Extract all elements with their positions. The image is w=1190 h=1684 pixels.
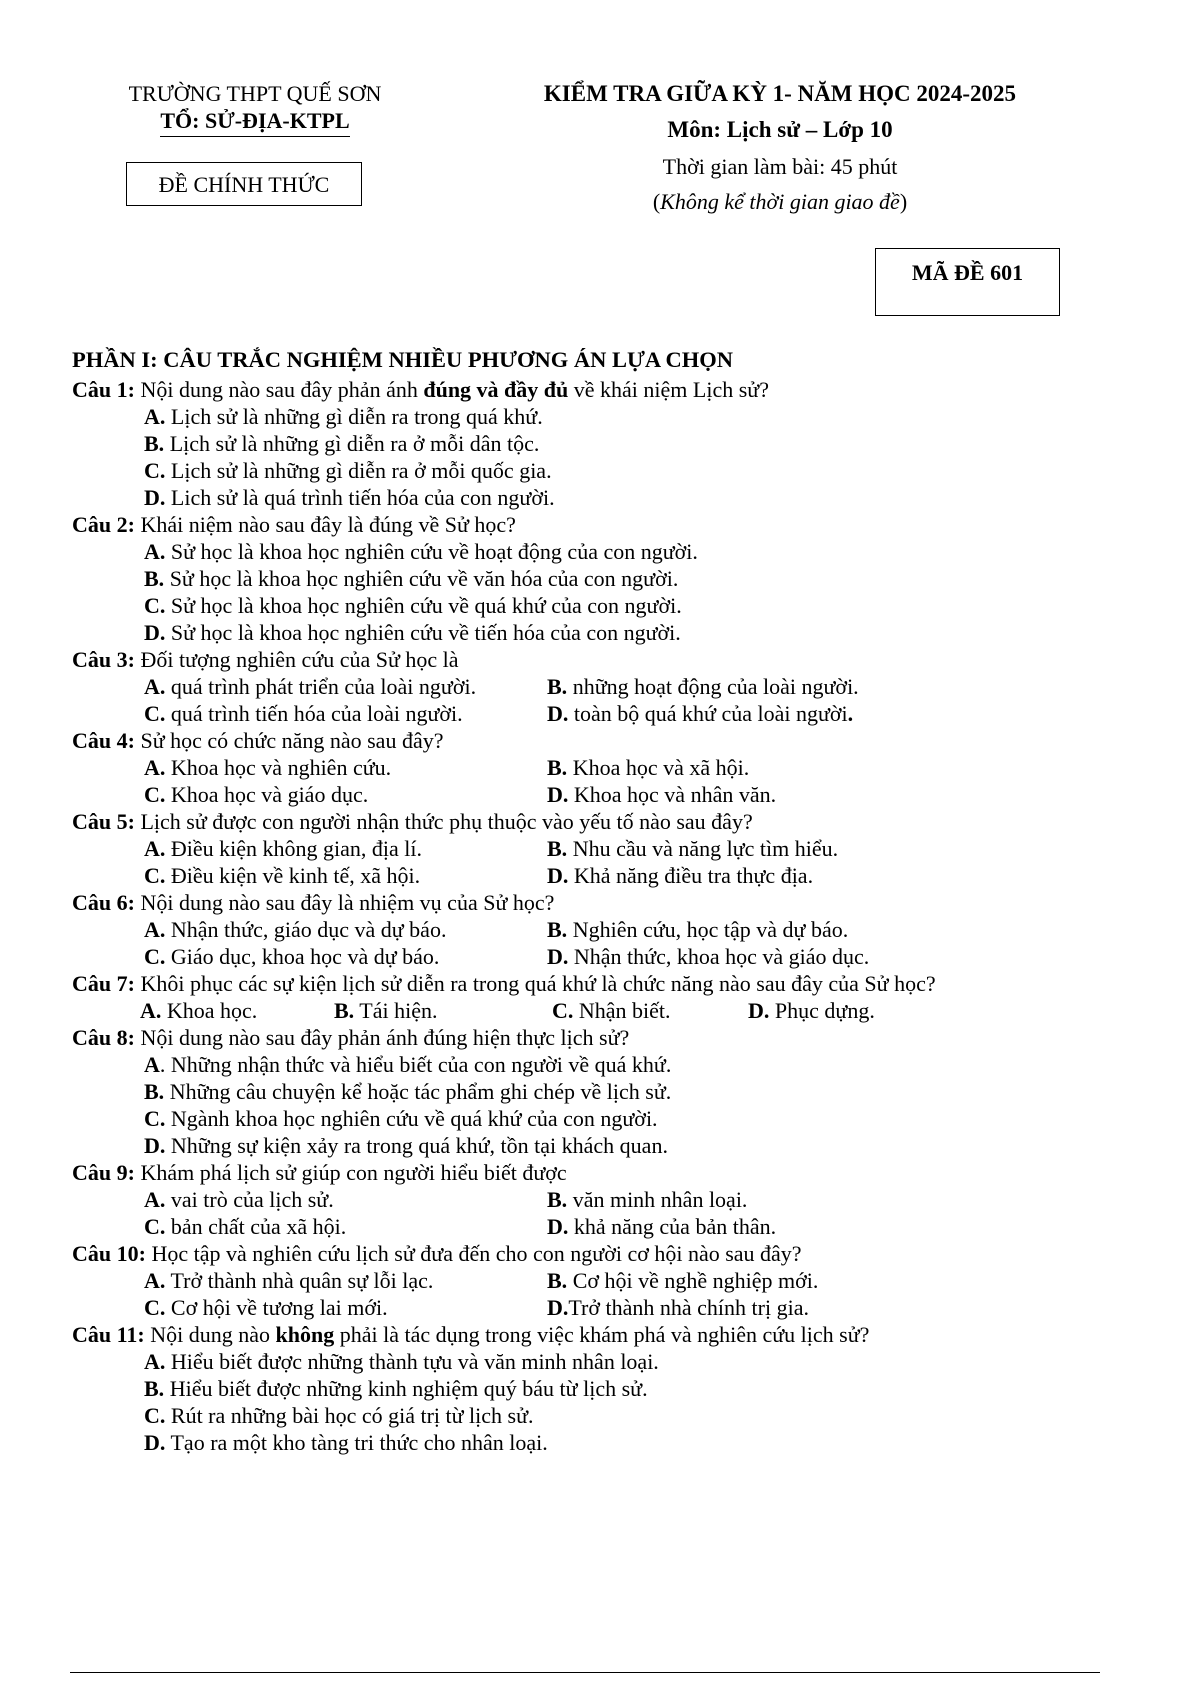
exam-subject: Môn: Lịch sử – Lớp 10 [667, 117, 893, 142]
official-exam-label: ĐỀ CHÍNH THỨC [158, 171, 330, 197]
option-letter: B. [547, 1268, 568, 1293]
question-stem [72, 1240, 1162, 1267]
option-row [72, 619, 1162, 646]
option-text: Những câu chuyện kể hoặc tác phẩm ghi chép về lịch sử. [164, 1079, 672, 1104]
option-letter: C. [144, 458, 166, 483]
option-text: những hoạt động của loài người. [567, 674, 859, 699]
option-b [144, 1078, 671, 1105]
question-text: Nội dung nào sau đây phản ánh đúng hiện thực lịch sử? [134, 1025, 630, 1050]
exam-title: KIỂM TRA GIỮA KỲ 1- NĂM HỌC 2024-2025 [543, 81, 1017, 106]
option-row [72, 1186, 1162, 1213]
option-letter: B. [547, 1187, 568, 1212]
option-a [144, 916, 446, 943]
option-b [547, 835, 838, 862]
question-text: Sử học có chức năng nào sau đây? [134, 728, 444, 753]
option-text: Sử học là khoa học nghiên cứu về quá khứ của con người. [165, 593, 682, 618]
option-a [144, 1267, 433, 1294]
option-b [547, 1267, 818, 1294]
option-b [144, 430, 539, 457]
option-letter: B. [547, 836, 568, 861]
option-letter: D. [144, 1133, 166, 1158]
option-letter: D. [547, 701, 569, 726]
question-stem [72, 511, 1162, 538]
option-text: văn minh nhân loại. [567, 1187, 748, 1212]
option-text: Những sự kiện xảy ra trong quá khứ, tồn tại khách quan. [165, 1133, 668, 1158]
option-letter: B. [547, 755, 568, 780]
option-row [72, 943, 1162, 970]
option-c [144, 781, 368, 808]
option-row [72, 754, 1162, 781]
official-exam-box [126, 162, 362, 206]
question-stem [72, 889, 1162, 916]
option-letter: C. [144, 1106, 166, 1131]
option-d [144, 1429, 548, 1456]
option-letter: B. [547, 917, 568, 942]
school-name: TRƯỜNG THPT QUẾ SƠN [128, 81, 382, 106]
option-a [144, 673, 476, 700]
option-row [72, 1267, 1162, 1294]
option-text: Giáo dục, khoa học và dự báo. [165, 944, 440, 969]
option-row [72, 781, 1162, 808]
question-text: phải là tác dụng trong việc khám phá và nghiên cứu lịch sử? [334, 1322, 870, 1347]
option-c [552, 997, 671, 1024]
option-text: Điều kiện không gian, địa lí. [165, 836, 423, 861]
option-c [144, 943, 439, 970]
option-text: Khoa học và nghiên cứu. [165, 755, 392, 780]
option-letter: A. [144, 1187, 166, 1212]
option-text: Ngành khoa học nghiên cứu về quá khứ của con người. [165, 1106, 658, 1131]
option-row [72, 1348, 1162, 1375]
option-c [144, 1402, 534, 1429]
question-stem [72, 970, 1162, 997]
option-text: Điều kiện về kinh tế, xã hội. [165, 863, 421, 888]
option-letter: D. [547, 944, 569, 969]
question-text: Lịch sử được con người nhận thức phụ thuộc vào yếu tố nào sau đây? [134, 809, 753, 834]
question-label: Câu 11: [72, 1322, 145, 1347]
option-letter: C. [144, 701, 166, 726]
option-letter: B. [144, 1079, 165, 1104]
question-label: Câu 9: [72, 1160, 135, 1185]
question-8 [72, 1024, 1162, 1159]
option-letter: C. [144, 1214, 166, 1239]
option-row [72, 1429, 1162, 1456]
option-row [72, 997, 1162, 1024]
option-letter: A. [144, 539, 166, 564]
option-a [144, 754, 391, 781]
option-letter: C. [552, 998, 574, 1023]
option-c [144, 700, 463, 727]
option-letter: D. [547, 782, 569, 807]
option-d [547, 700, 853, 727]
question-3 [72, 646, 1162, 727]
part-title: PHẦN I: CÂU TRẮC NGHIỆM NHIỀU PHƯƠNG ÁN LỰA CHỌN [72, 347, 734, 372]
option-letter: C. [144, 863, 166, 888]
option-a [140, 997, 257, 1024]
question-text: đúng và đầy đủ [423, 377, 569, 402]
option-letter: A. [144, 836, 166, 861]
option-letter: D. [547, 1214, 569, 1239]
question-text: Đối tượng nghiên cứu của Sử học là [134, 647, 459, 672]
option-letter: B. [144, 431, 165, 456]
exam-code-box [875, 248, 1060, 316]
question-10 [72, 1240, 1162, 1321]
question-1 [72, 376, 1162, 511]
question-stem [72, 1321, 1162, 1348]
option-letter: C. [144, 1403, 166, 1428]
option-text: Nhu cầu và năng lực tìm hiểu. [567, 836, 839, 861]
option-row [72, 430, 1162, 457]
option-letter: D. [748, 998, 770, 1023]
exam-duration: Thời gian làm bài: 45 phút [662, 154, 898, 179]
option-letter: A. [144, 917, 166, 942]
question-stem [72, 1024, 1162, 1051]
option-text: Sử học là khoa học nghiên cứu về văn hóa của con người. [164, 566, 679, 591]
option-c [144, 1294, 388, 1321]
option-text: Hiểu biết được những thành tựu và văn minh nhân loại. [165, 1349, 659, 1374]
option-b [144, 1375, 648, 1402]
option-text: Cơ hội về tương lai mới. [165, 1295, 388, 1320]
option-d [547, 1294, 809, 1321]
option-row [72, 457, 1162, 484]
option-text: Nhận biết. [573, 998, 671, 1023]
note-close: ) [899, 189, 908, 214]
option-text: vai trò của lịch sử. [165, 1187, 334, 1212]
option-d [547, 943, 869, 970]
option-row [72, 1213, 1162, 1240]
question-2 [72, 511, 1162, 646]
option-letter: C. [144, 944, 166, 969]
option-text: bản chất của xã hội. [165, 1214, 347, 1239]
option-text: Lịch sử là những gì diễn ra trong quá khứ. [165, 404, 543, 429]
question-label: Câu 2: [72, 512, 135, 537]
question-list [72, 376, 1162, 1456]
option-a [144, 835, 422, 862]
option-row [72, 1051, 1162, 1078]
question-text: không [275, 1322, 335, 1347]
option-letter: D. [547, 1295, 569, 1320]
option-letter: C. [144, 593, 166, 618]
option-b [144, 565, 678, 592]
option-letter: D. [144, 620, 166, 645]
option-b [547, 916, 848, 943]
option-b [547, 1186, 747, 1213]
option-b [547, 754, 749, 781]
option-letter: A. [144, 404, 166, 429]
option-letter: C. [144, 1295, 166, 1320]
option-a [144, 1186, 334, 1213]
question-label: Câu 10: [72, 1241, 146, 1266]
option-text: Phục dựng. [769, 998, 875, 1023]
option-a [144, 403, 543, 430]
option-d [547, 781, 776, 808]
note-open: ( [652, 189, 661, 214]
option-letter: D. [144, 485, 166, 510]
option-c [144, 1105, 658, 1132]
question-text: Nội dung nào sau đây phản ánh [134, 377, 424, 402]
option-row [72, 565, 1162, 592]
question-stem [72, 376, 1162, 403]
option-text: Lịch sử là những gì diễn ra ở mỗi quốc gia. [165, 458, 552, 483]
question-stem [72, 727, 1162, 754]
option-letter: A. [144, 1268, 166, 1293]
option-row [72, 484, 1162, 511]
option-d [144, 1132, 668, 1159]
question-label: Câu 5: [72, 809, 135, 834]
question-6 [72, 889, 1162, 970]
option-text: Khoa học. [161, 998, 258, 1023]
option-text: khả năng của bản thân. [568, 1214, 777, 1239]
option-tail: . [847, 701, 854, 726]
question-9 [72, 1159, 1162, 1240]
note-text: Không kể thời gian giao đề [660, 189, 900, 214]
question-5 [72, 808, 1162, 889]
option-row [72, 1375, 1162, 1402]
question-11 [72, 1321, 1162, 1456]
option-text: Khoa học và nhân văn. [568, 782, 777, 807]
option-b [547, 673, 859, 700]
question-text: Học tập và nghiên cứu lịch sử đưa đến cho con người cơ hội nào sau đây? [145, 1241, 802, 1266]
option-text: toàn bộ quá khứ của loài người [568, 701, 848, 726]
question-label: Câu 4: [72, 728, 135, 753]
option-text: Khoa học và xã hội. [567, 755, 750, 780]
option-row [72, 862, 1162, 889]
option-letter: B. [144, 1376, 165, 1401]
option-row [72, 1132, 1162, 1159]
option-letter: C. [144, 782, 166, 807]
option-text: Tạo ra một kho tàng tri thức cho nhân loại. [165, 1430, 548, 1455]
question-text: Nội dung nào sau đây là nhiệm vụ của Sử học? [134, 890, 555, 915]
option-row [72, 916, 1162, 943]
option-d [748, 997, 875, 1024]
option-text: Rút ra những bài học có giá trị từ lịch sử. [165, 1403, 534, 1428]
department-label: TỔ: SỬ-ĐỊA-KTPL [160, 108, 349, 137]
option-letter: A. [144, 674, 166, 699]
department-name [95, 107, 415, 134]
question-stem [72, 646, 1162, 673]
option-letter: A. [140, 998, 162, 1023]
option-text: Sử học là khoa học nghiên cứu về hoạt động của con người. [165, 539, 698, 564]
question-text: Khám phá lịch sử giúp con người hiểu biết được [134, 1160, 567, 1185]
question-stem [72, 808, 1162, 835]
option-text: Lịch sử là những gì diễn ra ở mỗi dân tộc. [164, 431, 540, 456]
option-letter: D. [144, 1430, 166, 1455]
option-letter: A [144, 1052, 160, 1077]
option-row [72, 1105, 1162, 1132]
option-b [334, 997, 437, 1024]
option-a [144, 1348, 659, 1375]
option-letter: B. [144, 566, 165, 591]
option-d [144, 619, 681, 646]
exam-code: MÃ ĐỀ 601 [911, 260, 1024, 285]
option-text: quá trình phát triển của loài người. [165, 674, 477, 699]
option-d [547, 1213, 776, 1240]
question-4 [72, 727, 1162, 808]
option-row [72, 1294, 1162, 1321]
option-letter: A. [144, 1349, 166, 1374]
option-text: quá trình tiến hóa của loài người. [165, 701, 463, 726]
option-c [144, 592, 682, 619]
option-d [144, 484, 555, 511]
option-text: Khoa học và giáo dục. [165, 782, 369, 807]
option-letter: B. [547, 674, 568, 699]
question-7 [72, 970, 1162, 1024]
option-d [547, 862, 813, 889]
question-label: Câu 1: [72, 377, 135, 402]
option-text: Khả năng điều tra thực địa. [568, 863, 814, 888]
option-row [72, 700, 1162, 727]
option-c [144, 1213, 346, 1240]
option-row [72, 592, 1162, 619]
option-row [72, 1402, 1162, 1429]
question-label: Câu 3: [72, 647, 135, 672]
option-text: . Những nhận thức và hiểu biết của con người về quá khứ. [159, 1052, 672, 1077]
footer-divider [70, 1672, 1100, 1673]
option-text: Tái hiện. [354, 998, 438, 1023]
option-text: Nghiên cứu, học tập và dự báo. [567, 917, 849, 942]
question-text: về khái niệm Lịch sử? [568, 377, 769, 402]
question-text: Khái niệm nào sau đây là đúng về Sử học? [134, 512, 516, 537]
option-a [144, 538, 698, 565]
option-row [72, 835, 1162, 862]
option-row [72, 1078, 1162, 1105]
option-text: Hiểu biết được những kinh nghiệm quý báu từ lịch sử. [164, 1376, 648, 1401]
option-text: Nhận thức, giáo dục và dự báo. [165, 917, 447, 942]
option-text: Lich sử là quá trình tiến hóa của con người. [165, 485, 555, 510]
option-letter: B. [334, 998, 355, 1023]
option-a [144, 1051, 671, 1078]
option-text: Trở thành nhà chính trị gia. [568, 1295, 809, 1320]
question-label: Câu 6: [72, 890, 135, 915]
exam-duration-note [480, 188, 1080, 215]
question-label: Câu 8: [72, 1025, 135, 1050]
option-text: Sử học là khoa học nghiên cứu về tiến hóa của con người. [165, 620, 681, 645]
option-text: Nhận thức, khoa học và giáo dục. [568, 944, 870, 969]
question-label: Câu 7: [72, 971, 135, 996]
option-c [144, 457, 552, 484]
option-text: Trở thành nhà quân sự lỗi lạc. [165, 1268, 434, 1293]
option-c [144, 862, 420, 889]
question-text: Nội dung nào [144, 1322, 276, 1347]
option-row [72, 673, 1162, 700]
option-text: Cơ hội về nghề nghiệp mới. [567, 1268, 819, 1293]
question-text: Khôi phục các sự kiện lịch sử diễn ra trong quá khứ là chức năng nào sau đây của Sử học? [134, 971, 936, 996]
option-row [72, 538, 1162, 565]
question-stem [72, 1159, 1162, 1186]
option-row [72, 403, 1162, 430]
option-letter: A. [144, 755, 166, 780]
option-letter: D. [547, 863, 569, 888]
